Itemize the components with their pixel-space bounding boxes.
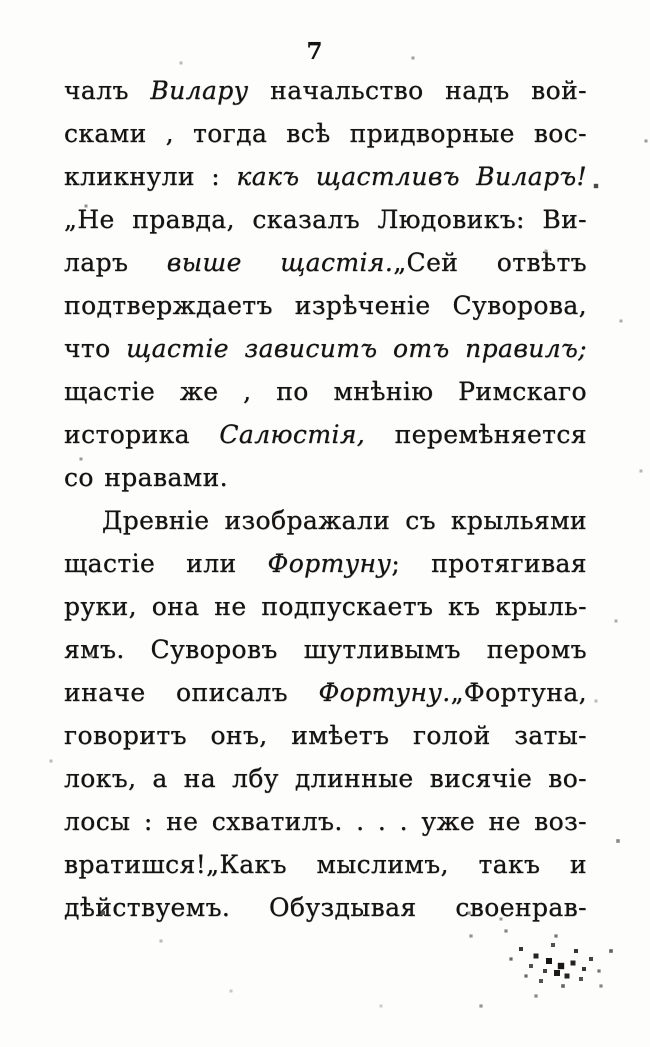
text-line bbox=[64, 800, 587, 843]
text-segment: „Сей отвѣтъ bbox=[393, 248, 587, 277]
text-segment: руки, она не подпускаетъ къ крыль- bbox=[64, 592, 587, 621]
text-segment: кликнули : bbox=[64, 162, 237, 191]
text-line bbox=[64, 284, 587, 327]
text-block bbox=[64, 69, 587, 929]
text-segment: локъ, а на лбу длинные висячіе во- bbox=[64, 764, 587, 793]
text-line bbox=[64, 886, 587, 929]
text-segment: „Не правда, сказалъ Людовикъ: Ви- bbox=[64, 205, 587, 234]
text-line bbox=[64, 585, 587, 628]
text-line bbox=[64, 155, 587, 198]
text-segment: ларъ bbox=[64, 248, 167, 277]
text-line bbox=[64, 843, 587, 886]
text-segment-italic: какъ щастливъ Виларъ! bbox=[236, 162, 587, 191]
text-segment: иначе описалъ bbox=[64, 678, 319, 707]
text-line bbox=[64, 456, 587, 499]
text-segment: щастіе или bbox=[64, 549, 268, 578]
text-line bbox=[64, 370, 587, 413]
text-segment: историка bbox=[64, 420, 220, 449]
text-segment-italic: Фортуну bbox=[267, 549, 392, 578]
text-segment: „Фортуна, bbox=[450, 678, 587, 707]
text-segment: дѣйствуемъ. Обуздывая своенрав- bbox=[64, 893, 587, 922]
text-segment: вратишся!„Какъ мыслимъ, такъ и bbox=[64, 850, 587, 879]
text-line bbox=[64, 241, 587, 284]
text-line bbox=[64, 542, 587, 585]
text-line bbox=[64, 112, 587, 155]
text-segment: лосы : не схватилъ. . . . уже не воз- bbox=[64, 807, 587, 836]
text-line bbox=[64, 714, 587, 757]
text-segment: начальство надъ вой- bbox=[248, 76, 587, 105]
text-line bbox=[64, 413, 587, 456]
text-line bbox=[64, 198, 587, 241]
text-segment: ; протягивая bbox=[391, 549, 587, 578]
text-segment: перемѣняется bbox=[365, 420, 587, 449]
text-segment-italic: Фортуну. bbox=[318, 678, 451, 707]
text-segment-italic: выше щастія. bbox=[166, 248, 394, 277]
text-segment: Древніе изображали съ крыльями bbox=[102, 506, 587, 535]
text-segment: чалъ bbox=[64, 76, 151, 105]
text-segment: говоритъ онъ, имѣетъ голой заты- bbox=[64, 721, 587, 750]
text-line bbox=[64, 69, 587, 112]
text-segment: сками , тогда всѣ придворные вос- bbox=[64, 119, 587, 148]
text-segment-italic: Вилару bbox=[150, 76, 249, 105]
text-segment-italic: Салюстія, bbox=[219, 420, 366, 449]
text-segment: со нравами. bbox=[64, 463, 229, 492]
text-line-paragraph-start bbox=[64, 499, 587, 542]
page-number: 7 bbox=[306, 38, 324, 65]
text-line bbox=[64, 671, 587, 714]
text-line bbox=[64, 327, 587, 370]
text-segment: подтверждаетъ изрѣченіе Суворова, bbox=[64, 291, 587, 320]
ink-stain bbox=[0, 0, 2, 2]
text-line bbox=[64, 757, 587, 800]
text-segment: щастіе же , по мнѣнію Римскаго bbox=[64, 377, 587, 406]
text-line bbox=[64, 628, 587, 671]
text-segment: что bbox=[64, 334, 127, 363]
text-segment: ямъ. Суворовъ шутливымъ перомъ bbox=[64, 635, 587, 664]
text-segment-italic: щастіе зависитъ отъ правилъ; bbox=[126, 334, 587, 363]
